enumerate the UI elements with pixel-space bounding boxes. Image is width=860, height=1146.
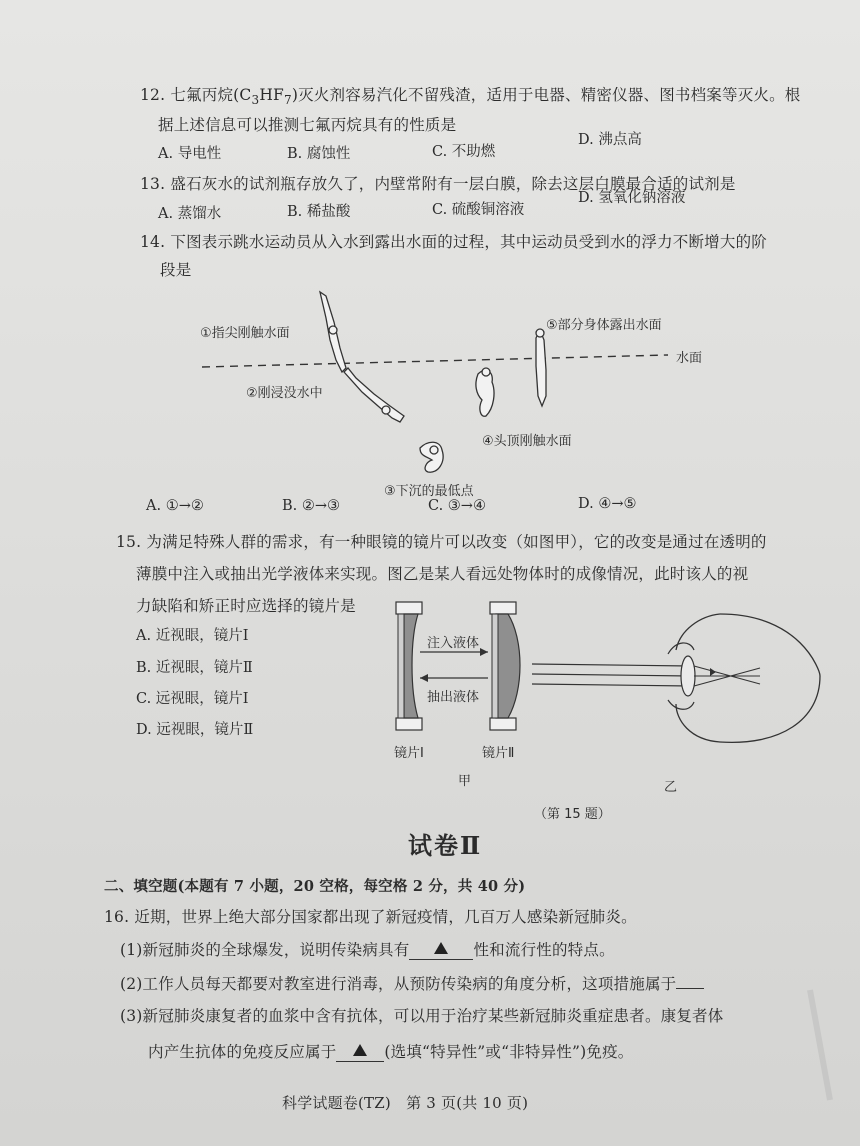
q12-sub7: 7 bbox=[284, 93, 292, 108]
lens-1-figure bbox=[396, 602, 422, 730]
q16-stem: 16. 近期，世界上绝大部分国家都出现了新冠疫情，几百万人感染新冠肺炎。 bbox=[104, 908, 637, 926]
diver-5 bbox=[536, 329, 546, 406]
q12-option-a: A. 导电性 bbox=[158, 146, 222, 162]
q12-text-c: )灭火剂容易汽化不留残渣，适用于电器、精密仪器、图书档案等灭火。根 bbox=[291, 86, 801, 104]
q16-blank-3[interactable] bbox=[336, 1043, 384, 1062]
q16-blank-2[interactable] bbox=[676, 988, 704, 989]
label-water-surface: 水面 bbox=[676, 351, 703, 366]
diver-3 bbox=[420, 442, 443, 472]
q16-part3-text-c: (选填“特异性”或“非特异性”)免疫。 bbox=[384, 1043, 634, 1061]
q14-option-b: B. ②→③ bbox=[282, 498, 341, 514]
q16-part2-text: (2)工作人员每天都要对教室进行消毒，从预防传染病的角度分析，这项措施属于 bbox=[120, 975, 677, 993]
q15-option-a: A. 近视眼，镜片Ⅰ bbox=[136, 628, 249, 644]
label-stage-4: ④头顶刚触水面 bbox=[482, 434, 572, 449]
q14-option-a: A. ①→② bbox=[146, 498, 204, 514]
q12-option-c: C. 不助燃 bbox=[432, 144, 496, 160]
q13-stem: 13. 盛石灰水的试剂瓶存放久了，内壁常附有一层白膜，除去这层白膜最合适的试剂是 bbox=[140, 175, 736, 193]
q15-option-d: D. 远视眼，镜片Ⅱ bbox=[136, 722, 254, 738]
q13-option-a: A. 蒸馏水 bbox=[158, 206, 222, 222]
q13-option-b: B. 稀盐酸 bbox=[287, 204, 351, 220]
label-lens-1: 镜片Ⅰ bbox=[394, 746, 424, 761]
q12-text-a: 12. 七氟丙烷(C bbox=[140, 86, 252, 104]
q14-stem-line2: 段是 bbox=[160, 261, 192, 279]
q15-stem-line1: 15. 为满足特殊人群的需求，有一种眼镜的镜片可以改变（如图甲），它的改变是通过在透明的 bbox=[116, 533, 767, 551]
label-inject-liquid: 注入液体 bbox=[427, 636, 480, 651]
diver-2 bbox=[344, 368, 404, 422]
triangle-marker-icon bbox=[353, 1044, 367, 1056]
q15-option-c: C. 远视眼，镜片Ⅰ bbox=[136, 691, 249, 707]
q12-option-d: D. 沸点高 bbox=[578, 132, 642, 148]
eye-figure bbox=[532, 614, 820, 742]
q14-option-c: C. ③→④ bbox=[428, 498, 486, 514]
label-stage-1: ①指尖刚触水面 bbox=[200, 326, 290, 341]
water-surface-line bbox=[202, 355, 668, 367]
lens-2-figure bbox=[490, 602, 520, 730]
q16-part3-line1: (3)新冠肺炎康复者的血浆中含有抗体，可以用于治疗某些新冠肺炎重症患者。康复者体 bbox=[120, 1007, 724, 1025]
q16-blank-1[interactable] bbox=[409, 941, 473, 960]
q12-text-b: HF bbox=[259, 86, 284, 104]
label-jia: 甲 bbox=[458, 774, 472, 789]
page-footer: 科学试题卷(TZ) 第 3 页(共 10 页) bbox=[282, 1094, 529, 1112]
diver-4 bbox=[476, 368, 494, 416]
label-yi: 乙 bbox=[664, 780, 678, 795]
label-stage-5: ⑤部分身体露出水面 bbox=[546, 318, 662, 333]
section-title: 试卷Ⅱ bbox=[408, 831, 483, 860]
label-extract-liquid: 抽出液体 bbox=[427, 690, 480, 705]
q14-stem-line1: 14. 下图表示跳水运动员从入水到露出水面的过程，其中运动员受到水的浮力不断增大的阶 bbox=[140, 233, 767, 251]
diver-1 bbox=[320, 292, 346, 372]
q16-part1-text-a: (1)新冠肺炎的全球爆发，说明传染病具有 bbox=[120, 941, 410, 959]
q16-part1-text-b: 性和流行性的特点。 bbox=[473, 941, 615, 959]
q15-stem-line3: 力缺陷和矫正时应选择的镜片是 bbox=[136, 597, 356, 615]
q15-option-b: B. 近视眼，镜片Ⅱ bbox=[136, 660, 253, 676]
label-stage-3: ③下沉的最低点 bbox=[384, 484, 474, 499]
q13-option-c: C. 硫酸铜溶液 bbox=[432, 202, 525, 218]
q15-stem-line2: 薄膜中注入或抽出光学液体来实现。图乙是某人看远处物体时的成像情况，此时该人的视 bbox=[136, 565, 749, 583]
page-edge-shadow bbox=[810, 990, 830, 1100]
q12-option-b: B. 腐蚀性 bbox=[287, 146, 351, 162]
q16-part3-text-b: 内产生抗体的免疫反应属于 bbox=[148, 1043, 337, 1061]
extract-arrowhead bbox=[420, 674, 428, 682]
q16-part3-line2 bbox=[148, 1040, 634, 1062]
label-stage-2: ②刚浸没水中 bbox=[246, 386, 323, 401]
q14-option-d: D. ④→⑤ bbox=[578, 496, 637, 512]
inject-arrowhead bbox=[480, 648, 488, 656]
triangle-marker-icon bbox=[434, 942, 448, 954]
q13-option-d: D. 氢氧化钠溶液 bbox=[578, 190, 686, 206]
label-lens-2: 镜片Ⅱ bbox=[482, 746, 515, 761]
q12-stem-line2: 据上述信息可以推测七氟丙烷具有的性质是 bbox=[158, 116, 457, 134]
q12-sub3: 3 bbox=[251, 93, 260, 108]
section-heading: 二、填空题(本题有 7 小题，20 空格，每空格 2 分，共 40 分) bbox=[104, 878, 526, 895]
q15-figure-caption: （第 15 题） bbox=[534, 807, 611, 822]
q16-part1 bbox=[120, 938, 615, 960]
q16-part2 bbox=[120, 972, 704, 994]
